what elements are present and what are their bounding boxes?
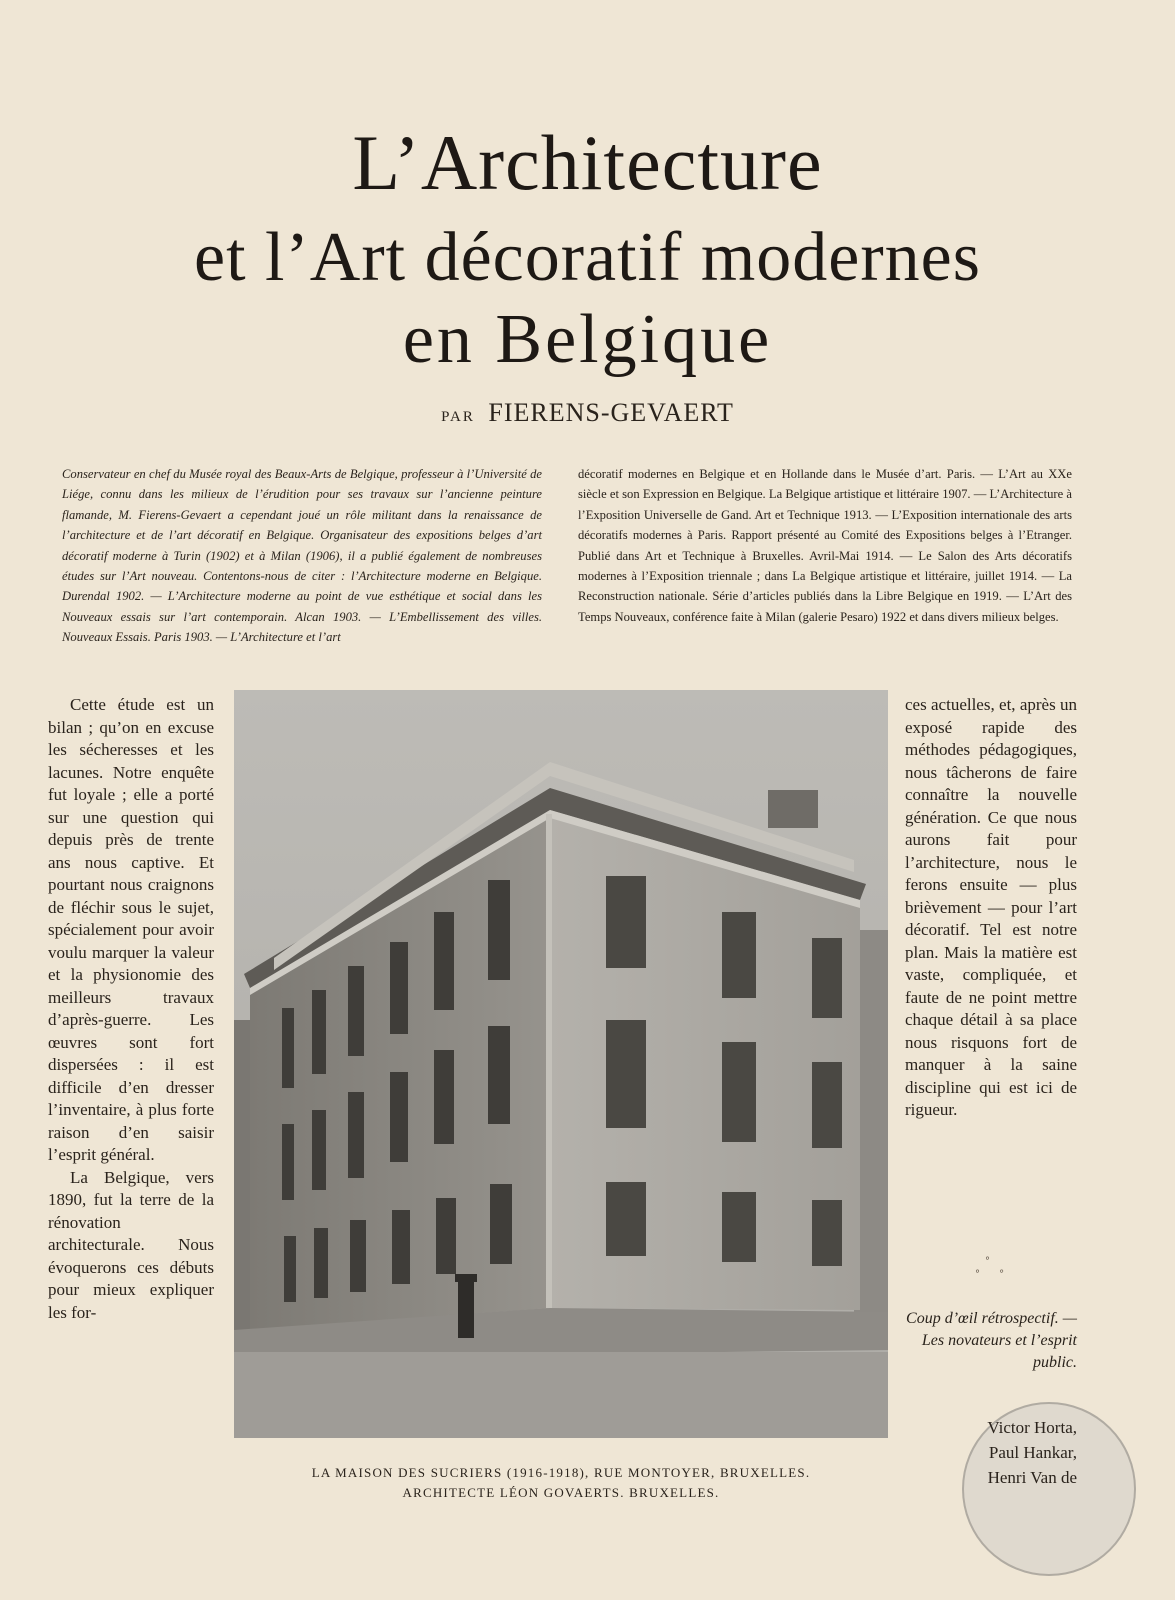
architect-names <box>905 1415 1077 1490</box>
body-left-column <box>48 694 214 1324</box>
building-photograph <box>234 690 888 1438</box>
name-line-1: Victor Horta, <box>987 1418 1077 1437</box>
separator-dot: ° <box>985 1256 998 1267</box>
photo-caption <box>234 1463 888 1503</box>
body-paragraph: ces actuelles, et, après un exposé rapide des méthodes pédagogiques, nous tâcherons de faire connaître la nouvelle génération. Ce que nous aurons fait pour l’architecture, nous le ferons ensuite — plus brièvement — pour l’art décoratif. Tel est notre plan. Mais la matière est vaste, compliquée, et faute de ne point mettre chaque détail à sa place nous risquons fort de manquer à la saine discipline qui est ici de rigueur. <box>905 695 1077 1119</box>
title-line-2: et l’Art décoratif modernes <box>194 219 981 296</box>
intro-left-column: Conservateur en chef du Musée royal des Beaux-Arts de Belgique, professeur à l’Université de Liége, connu dans les milieux de l’érudition pour ses travaux sur l’ancienne peinture flamande, M. Fierens-Gevaert a cependant joué un rôle militant dans la renaissance de l’architecture et de l’art décoratif en Belgique. Organisateur des expositions belges d’art décoratif moderne à Turin (1902) et à Milan (1906), il a publié également de nombreuses études sur l’Art nouveau. Contentons-nous de citer : l’Architecture moderne en Belgique. Durendal 1902. — L’Architecture moderne au point de vue esthétique et social dans les Nouveaux essais sur l’art contemporain. Alcan 1903. — L’Embellissement des villes. Nouveaux Essais. Paris 1903. — L’Architecture et l’art <box>62 467 542 645</box>
intro-right-column: décoratif modernes en Belgique et en Hollande dans le Musée d’art. Paris. — L’Art au XXe siècle et son Expression en Belgique. La Belgique artistique et littéraire 1907. — L’Architecture à l’Exposition Universelle de Gand. Art et Technique 1913. — L’Exposition internationale des arts décoratifs modernes à Paris. Rapport présenté au Comité des Expositions belges à l’Etranger. Publié dans Art et Technique à Bruxelles. Avril-Mai 1914. — Le Salon des Arts décoratifs modernes à l’Exposition triennale ; dans La Belgique artistique et littéraire, juillet 1914. — La Reconstruction nationale. Série d’articles publiés dans la Libre Belgique en 1919. — L’Art des Temps Nouveaux, conférence faite à Milan (galerie Pesaro) 1922 et dans divers milieux belges. <box>578 467 1072 624</box>
section-sidenote: Coup d’œil rétrospectif. — Les novateurs et l’esprit public. <box>906 1310 1077 1371</box>
caption-line-2: ARCHITECTE LÉON GOVAERTS. BRUXELLES. <box>402 1485 720 1500</box>
section-separator <box>975 1255 1012 1281</box>
byline-prefix: PAR <box>441 409 475 425</box>
byline <box>0 398 1175 428</box>
separator-dots: ° ° <box>975 1269 1013 1280</box>
building-illustration <box>234 690 888 1438</box>
name-line-2: Paul Hankar, <box>988 1443 1077 1462</box>
caption-line-1: LA MAISON DES SUCRIERS (1916-1918), RUE MONTOYER, BRUXELLES. <box>311 1465 811 1480</box>
title-line-1: L’Architecture <box>352 119 823 206</box>
title-line-3: en Belgique <box>402 301 773 378</box>
name-line-3: Henri Van de <box>987 1468 1077 1487</box>
body-paragraph: La Belgique, vers 1890, fut la terre de la rénovation architecturale. Nous évoquerons ces débuts pour mieux expliquer les for- <box>48 1167 214 1322</box>
body-paragraph: Cette étude est un bilan ; qu’on en excuse les sécheresses et les lacunes. Notre enquête fut loyale ; elle a porté sur une question qui depuis près de trente ans nous captive. Et pourtant nous craignons de fléchir sous le sujet, spécialement pour avoir voulu marquer la valeur et la physionomie des meilleurs travaux d’après-guerre. Les œuvres sont fort dispersées : il est difficile d’en dresser l’inventaire, à plus forte raison d’en saisir l’esprit général. <box>48 695 214 1164</box>
byline-author: FIERENS-GEVAERT <box>488 398 734 427</box>
body-right-column <box>905 694 1077 1122</box>
